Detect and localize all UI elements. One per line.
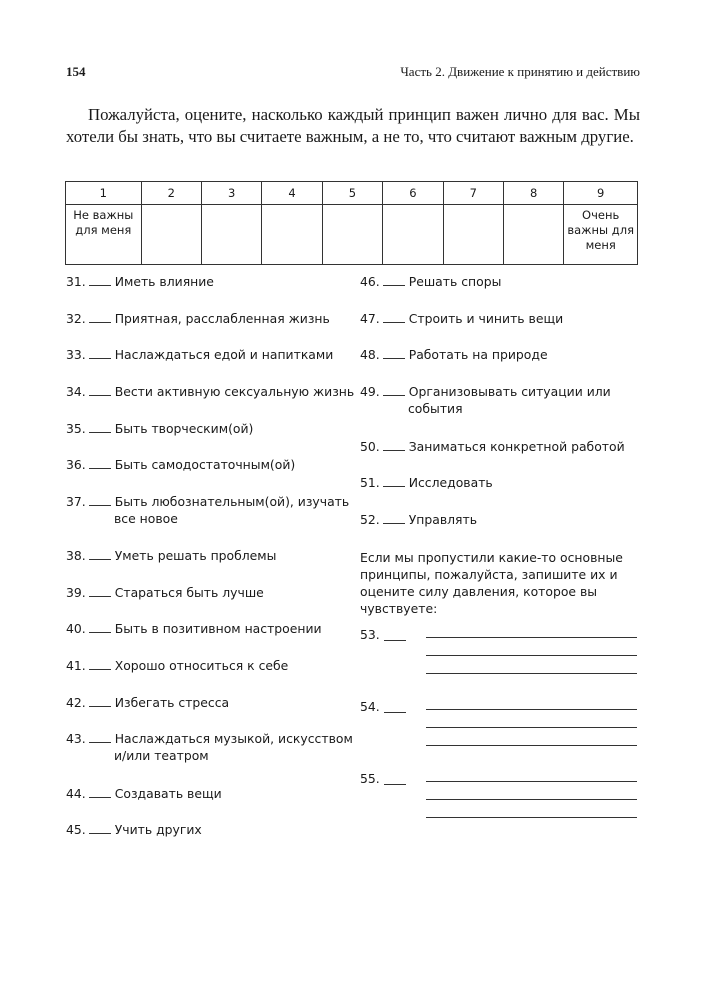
scale-empty-cell [503, 205, 563, 265]
scale-empty-cell [141, 205, 201, 265]
rating-scale-table [65, 181, 638, 265]
rating-blank[interactable] [89, 585, 111, 597]
write-in-line[interactable] [426, 817, 637, 818]
value-item [66, 785, 222, 802]
item-text: Быть творческим(ой) [114, 421, 254, 436]
item-text: Приятная, расслабленная жизнь [114, 311, 330, 326]
value-item [66, 821, 202, 838]
item-text: Строить и чинить вещи [408, 311, 564, 326]
rating-blank[interactable] [383, 274, 405, 286]
item-text-continued: события [408, 401, 463, 416]
rating-blank[interactable] [89, 731, 111, 743]
item-number: 39. [66, 585, 86, 600]
item-text: Управлять [408, 512, 478, 527]
instructions-text: Пожалуйста, оцените, насколько каждый принцип важен лично для вас. Мы хотели бы знать, что вы считаете важным, а не то, что считают важным другие. [66, 105, 640, 146]
item-text: Наслаждаться музыкой, искусством [114, 731, 353, 746]
item-number: 46. [360, 274, 380, 289]
write-in-line[interactable] [426, 673, 637, 674]
item-number: 47. [360, 311, 380, 326]
item-text: Наслаждаться едой и напитками [114, 347, 334, 362]
item-number: 44. [66, 786, 86, 801]
rating-blank[interactable] [89, 658, 111, 670]
item-text: Исследовать [408, 475, 493, 490]
write-in-rating-blank[interactable] [384, 640, 406, 641]
item-text: Избегать стресса [114, 695, 230, 710]
value-item [360, 383, 611, 417]
item-text: Решать споры [408, 274, 502, 289]
item-number: 51. [360, 475, 380, 490]
scale-number: 3 [201, 182, 261, 205]
running-title: Часть 2. Движение к принятию и действию [400, 64, 640, 79]
value-item [360, 474, 493, 491]
write-in-line[interactable] [426, 799, 637, 800]
scale-empty-cell [383, 205, 443, 265]
item-number: 42. [66, 695, 86, 710]
scale-number: 4 [262, 182, 322, 205]
scale-number: 2 [141, 182, 201, 205]
instructions-paragraph [66, 104, 640, 148]
scale-high-label: Очень важны для меня [564, 205, 638, 265]
write-in-rating-blank[interactable] [384, 712, 406, 713]
value-item [66, 273, 214, 290]
rating-blank[interactable] [383, 439, 405, 451]
rating-blank[interactable] [89, 421, 111, 433]
scale-number: 5 [322, 182, 382, 205]
value-item [66, 383, 354, 400]
scale-low-label: Не важны для меня [66, 205, 142, 265]
scale-empty-cell [201, 205, 261, 265]
item-text: Хорошо относиться к себе [114, 658, 289, 673]
item-number: 35. [66, 421, 86, 436]
value-item [66, 730, 353, 764]
rating-blank[interactable] [383, 311, 405, 323]
value-item [66, 547, 276, 564]
item-number: 33. [66, 347, 86, 362]
scale-empty-cell [322, 205, 382, 265]
item-text: Работать на природе [408, 347, 548, 362]
scale-number: 9 [564, 182, 638, 205]
missing-values-note: Если мы пропустили какие-то основные принципы, пожалуйста, запишите их и оцените силу давления, которое вы чувствуете: [360, 550, 623, 616]
item-number: 38. [66, 548, 86, 563]
rating-blank[interactable] [89, 274, 111, 286]
scale-number: 6 [383, 182, 443, 205]
item-text-continued: и/или театром [114, 748, 209, 763]
item-text: Учить других [114, 822, 202, 837]
item-text: Быть любознательным(ой), изучать [114, 494, 350, 509]
item-number: 52. [360, 512, 380, 527]
item-text: Вести активную сексуальную жизнь [114, 384, 355, 399]
item-text: Быть самодостаточным(ой) [114, 457, 296, 472]
item-text-continued: все новое [114, 511, 178, 526]
item-text: Создавать вещи [114, 786, 222, 801]
rating-blank[interactable] [383, 475, 405, 487]
item-number: 41. [66, 658, 86, 673]
write-in-line[interactable] [426, 745, 637, 746]
item-text: Стараться быть лучше [114, 585, 264, 600]
item-number: 34. [66, 384, 86, 399]
value-item [360, 438, 625, 455]
rating-blank[interactable] [89, 457, 111, 469]
rating-blank[interactable] [383, 384, 405, 396]
value-item [360, 511, 477, 528]
rating-blank[interactable] [89, 822, 111, 834]
value-item [66, 346, 333, 363]
write-in-item-number: 53. [360, 627, 380, 642]
item-number: 48. [360, 347, 380, 362]
item-text: Быть в позитивном настроении [114, 621, 322, 636]
item-number: 37. [66, 494, 86, 509]
rating-blank[interactable] [383, 512, 405, 524]
value-item [66, 694, 229, 711]
scale-labels-row [66, 205, 638, 265]
rating-blank[interactable] [89, 494, 111, 506]
item-text: Заниматься конкретной работой [408, 439, 625, 454]
scale-number: 1 [66, 182, 142, 205]
item-number: 40. [66, 621, 86, 636]
write-in-item-number: 55. [360, 771, 380, 786]
scale-number: 8 [503, 182, 563, 205]
scale-number: 7 [443, 182, 503, 205]
write-in-line[interactable] [426, 637, 637, 638]
write-in-line[interactable] [426, 727, 637, 728]
rating-blank[interactable] [89, 548, 111, 560]
rating-blank[interactable] [89, 621, 111, 633]
item-number: 31. [66, 274, 86, 289]
value-item [66, 620, 322, 637]
value-item [360, 273, 501, 290]
item-number: 50. [360, 439, 380, 454]
write-in-item-number: 54. [360, 699, 380, 714]
scale-empty-cell [262, 205, 322, 265]
item-number: 45. [66, 822, 86, 837]
item-text: Организовывать ситуации или [408, 384, 611, 399]
write-in-line[interactable] [426, 781, 637, 782]
rating-blank[interactable] [383, 347, 405, 359]
item-text: Уметь решать проблемы [114, 548, 277, 563]
value-item [66, 456, 295, 473]
rating-blank[interactable] [89, 786, 111, 798]
value-item [66, 420, 253, 437]
write-in-rating-blank[interactable] [384, 784, 406, 785]
item-text: Иметь влияние [114, 274, 214, 289]
value-item [66, 584, 264, 601]
value-item [66, 493, 349, 527]
write-in-line[interactable] [426, 655, 637, 656]
page-number: 154 [66, 64, 86, 79]
item-number: 49. [360, 384, 380, 399]
item-number: 36. [66, 457, 86, 472]
value-item [360, 310, 563, 327]
scale-empty-cell [443, 205, 503, 265]
item-number: 43. [66, 731, 86, 746]
rating-blank[interactable] [89, 347, 111, 359]
value-item [66, 657, 288, 674]
item-number: 32. [66, 311, 86, 326]
rating-blank[interactable] [89, 695, 111, 707]
write-in-line[interactable] [426, 709, 637, 710]
value-item [360, 346, 548, 363]
rating-blank[interactable] [89, 384, 111, 396]
rating-blank[interactable] [89, 311, 111, 323]
scale-numbers-row [66, 182, 638, 205]
value-item [66, 310, 330, 327]
